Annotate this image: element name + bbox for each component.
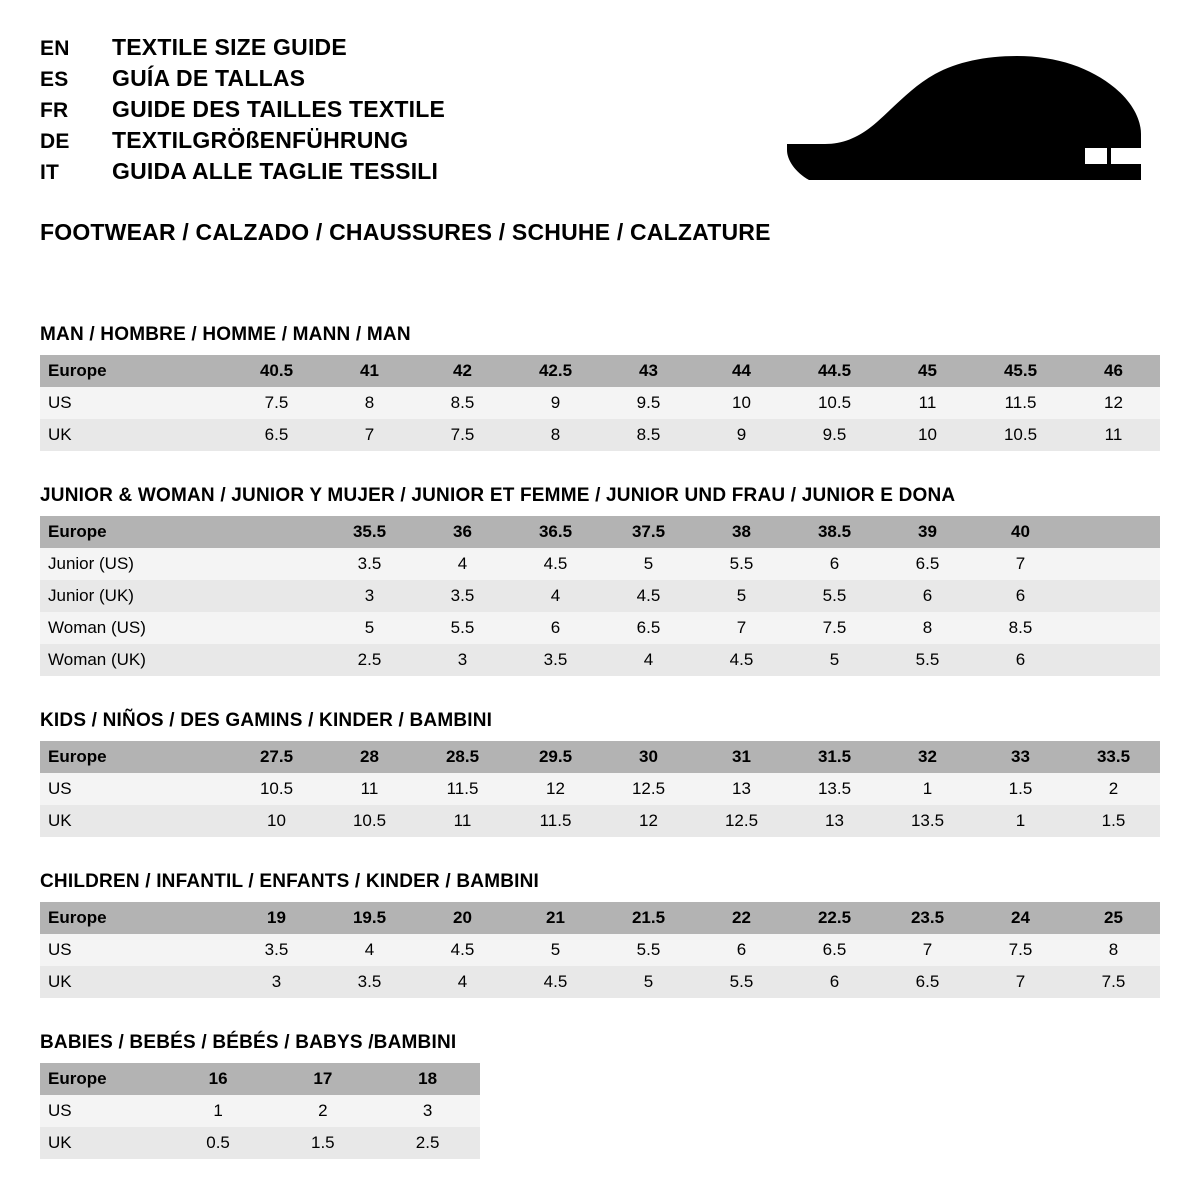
cell: 9.5 [602,387,695,419]
cell: 3 [230,966,323,998]
cell: 13 [695,773,788,805]
cell: 5 [788,644,881,676]
cell: 11.5 [416,773,509,805]
cell: 7 [695,612,788,644]
row-label: US [40,1095,166,1127]
row-label: Europe [40,1063,166,1095]
cell: 6 [509,612,602,644]
cell: 8 [323,387,416,419]
cell: 8 [509,419,602,451]
cell: 38.5 [788,516,881,548]
cell: 42.5 [509,355,602,387]
row-label: Junior (UK) [40,580,230,612]
cell: 2 [1067,773,1160,805]
cell: 39 [881,516,974,548]
cell: 4 [509,580,602,612]
cell: 9 [695,419,788,451]
language-code-es: ES [40,68,69,91]
cell: 22 [695,902,788,934]
cell: 1 [974,805,1067,837]
cell: 6 [881,580,974,612]
cell: 40 [974,516,1067,548]
section-title-junior-woman: JUNIOR & WOMAN / JUNIOR Y MUJER / JUNIOR ET FEMME / JUNIOR UND FRAU / JUNIOR E DONA [40,485,956,506]
section-title-man: MAN / HOMBRE / HOMME / MANN / MAN [40,324,411,345]
cell: 44 [695,355,788,387]
cell: 16 [166,1063,271,1095]
cell: 11.5 [974,387,1067,419]
cell: 8.5 [416,387,509,419]
cell: 8 [881,612,974,644]
cell: 10.5 [230,773,323,805]
language-code-de: DE [40,130,70,153]
cell-empty [1067,548,1160,580]
row-label: US [40,773,230,805]
cell: 11.5 [509,805,602,837]
cell-empty [1067,644,1160,676]
table-row [40,902,1160,934]
cell: 4.5 [416,934,509,966]
row-label: Europe [40,902,230,934]
cell: 9 [509,387,602,419]
cell: 33.5 [1067,741,1160,773]
cell: 4.5 [509,548,602,580]
cell-empty [1067,580,1160,612]
cell: 13.5 [788,773,881,805]
cell: 5 [602,548,695,580]
cell: 7 [881,934,974,966]
cell: 31 [695,741,788,773]
section-title-children: CHILDREN / INFANTIL / ENFANTS / KINDER / BAMBINI [40,871,540,892]
table-row [40,612,1160,644]
cell: 36.5 [509,516,602,548]
cell: 25 [1067,902,1160,934]
language-title-es: GUÍA DE TALLAS [112,65,306,91]
cell: 37.5 [602,516,695,548]
cell: 1.5 [974,773,1067,805]
cell: 5.5 [695,548,788,580]
cell: 27.5 [230,741,323,773]
cell: 13.5 [881,805,974,837]
cell: 7.5 [974,934,1067,966]
table-row [40,773,1160,805]
cell: 19 [230,902,323,934]
dress-shoe-icon [785,52,1145,192]
cell: 5.5 [416,612,509,644]
cell: 21.5 [602,902,695,934]
cell: 4.5 [602,580,695,612]
section-kids [40,710,1160,837]
row-label: Europe [40,355,230,387]
section-junior-woman [40,485,1160,676]
cell: 7 [974,548,1067,580]
cell: 5 [602,966,695,998]
cell-empty [1067,516,1160,548]
cell: 3.5 [323,966,416,998]
table-row [40,1127,480,1159]
cell: 5.5 [602,934,695,966]
size-table-junior-woman [40,516,1160,676]
cell: 23.5 [881,902,974,934]
cell: 1 [166,1095,271,1127]
cell: 28 [323,741,416,773]
cell: 32 [881,741,974,773]
cell: 31.5 [788,741,881,773]
cell: 8.5 [974,612,1067,644]
section-children [40,871,1160,998]
cell: 4 [416,548,509,580]
cell: 17 [270,1063,375,1095]
row-label: Europe [40,516,230,548]
row-label: UK [40,966,230,998]
cell: 33 [974,741,1067,773]
row-label: UK [40,1127,166,1159]
cell: 6 [788,548,881,580]
cell: 5.5 [695,966,788,998]
cell: 10.5 [323,805,416,837]
cell: 35.5 [323,516,416,548]
cell: 3.5 [509,644,602,676]
cell: 29.5 [509,741,602,773]
cell: 4 [416,966,509,998]
size-table-man [40,355,1160,451]
cell: 19.5 [323,902,416,934]
cell: 11 [881,387,974,419]
cell: 7.5 [230,387,323,419]
cell: 12.5 [602,773,695,805]
cell: 45 [881,355,974,387]
cell: 44.5 [788,355,881,387]
cell: 18 [375,1063,480,1095]
cell: 10.5 [788,387,881,419]
language-title-de: TEXTILGRÖßENFÜHRUNG [112,127,409,153]
cell: 8 [1067,934,1160,966]
cell: 6.5 [881,548,974,580]
table-row [40,741,1160,773]
cell: 1.5 [1067,805,1160,837]
cell: 5 [695,580,788,612]
cell: 21 [509,902,602,934]
cell: 4 [602,644,695,676]
table-row [40,805,1160,837]
row-label: Europe [40,741,230,773]
cell: 46 [1067,355,1160,387]
cell: 10 [881,419,974,451]
row-label: US [40,387,230,419]
cell: 3 [416,644,509,676]
cell: 5.5 [788,580,881,612]
cell: 45.5 [974,355,1067,387]
table-row [40,934,1160,966]
cell: 41 [323,355,416,387]
table-row [40,1095,480,1127]
cell: 7.5 [416,419,509,451]
cell: 4 [323,934,416,966]
cell: 9.5 [788,419,881,451]
cell: 4.5 [509,966,602,998]
cell [230,612,323,644]
cell: 4.5 [695,644,788,676]
language-code-en: EN [40,37,70,60]
cell: 22.5 [788,902,881,934]
cell: 5 [509,934,602,966]
cell: 30 [602,741,695,773]
table-row [40,580,1160,612]
cell: 2 [270,1095,375,1127]
cell: 6 [695,934,788,966]
table-row [40,548,1160,580]
section-title-kids: KIDS / NIÑOS / DES GAMINS / KINDER / BAMBINI [40,710,493,731]
row-label: Woman (US) [40,612,230,644]
language-title-it: GUIDA ALLE TAGLIE TESSILI [112,158,439,184]
cell: 3 [375,1095,480,1127]
cell: 6.5 [881,966,974,998]
size-table-babies [40,1063,480,1159]
cell [230,516,323,548]
language-code-it: IT [40,161,60,184]
cell: 2.5 [323,644,416,676]
category-title: FOOTWEAR / CALZADO / CHAUSSURES / SCHUHE / CALZATURE [40,219,771,245]
cell: 24 [974,902,1067,934]
language-title-en: TEXTILE SIZE GUIDE [112,34,347,60]
cell [230,644,323,676]
cell: 20 [416,902,509,934]
cell: 10 [695,387,788,419]
table-row [40,966,1160,998]
cell: 6.5 [230,419,323,451]
row-label: Woman (UK) [40,644,230,676]
cell: 36 [416,516,509,548]
cell: 11 [323,773,416,805]
cell: 6.5 [602,612,695,644]
cell: 7 [974,966,1067,998]
cell: 3.5 [416,580,509,612]
cell: 8.5 [602,419,695,451]
cell: 6 [974,580,1067,612]
cell [230,548,323,580]
size-table-children [40,902,1160,998]
cell: 6 [788,966,881,998]
section-title-babies: BABIES / BEBÉS / BÉBÉS / BABYS /BAMBINI [40,1032,457,1053]
row-label: UK [40,805,230,837]
row-label: UK [40,419,230,451]
cell: 7.5 [1067,966,1160,998]
section-man [40,324,1160,451]
cell: 7.5 [788,612,881,644]
cell: 11 [1067,419,1160,451]
cell: 3.5 [323,548,416,580]
cell: 7 [323,419,416,451]
cell: 3 [323,580,416,612]
cell: 12.5 [695,805,788,837]
cell: 3.5 [230,934,323,966]
row-label: US [40,934,230,966]
table-row [40,644,1160,676]
table-row [40,419,1160,451]
cell: 0.5 [166,1127,271,1159]
row-label: Junior (US) [40,548,230,580]
cell: 5.5 [881,644,974,676]
table-row [40,387,1160,419]
cell: 12 [602,805,695,837]
language-code-fr: FR [40,99,69,122]
cell: 11 [416,805,509,837]
cell-empty [1067,612,1160,644]
cell: 12 [509,773,602,805]
cell: 1 [881,773,974,805]
table-row [40,516,1160,548]
cell: 13 [788,805,881,837]
cell: 28.5 [416,741,509,773]
cell: 5 [323,612,416,644]
table-row [40,355,1160,387]
cell: 12 [1067,387,1160,419]
cell: 43 [602,355,695,387]
cell: 1.5 [270,1127,375,1159]
cell: 6.5 [788,934,881,966]
cell: 42 [416,355,509,387]
cell: 6 [974,644,1067,676]
cell: 10.5 [974,419,1067,451]
cell: 2.5 [375,1127,480,1159]
section-babies [40,1032,1160,1159]
language-title-fr: GUIDE DES TAILLES TEXTILE [112,96,445,122]
table-row [40,1063,480,1095]
cell [230,580,323,612]
size-table-kids [40,741,1160,837]
cell: 40.5 [230,355,323,387]
cell: 38 [695,516,788,548]
cell: 10 [230,805,323,837]
